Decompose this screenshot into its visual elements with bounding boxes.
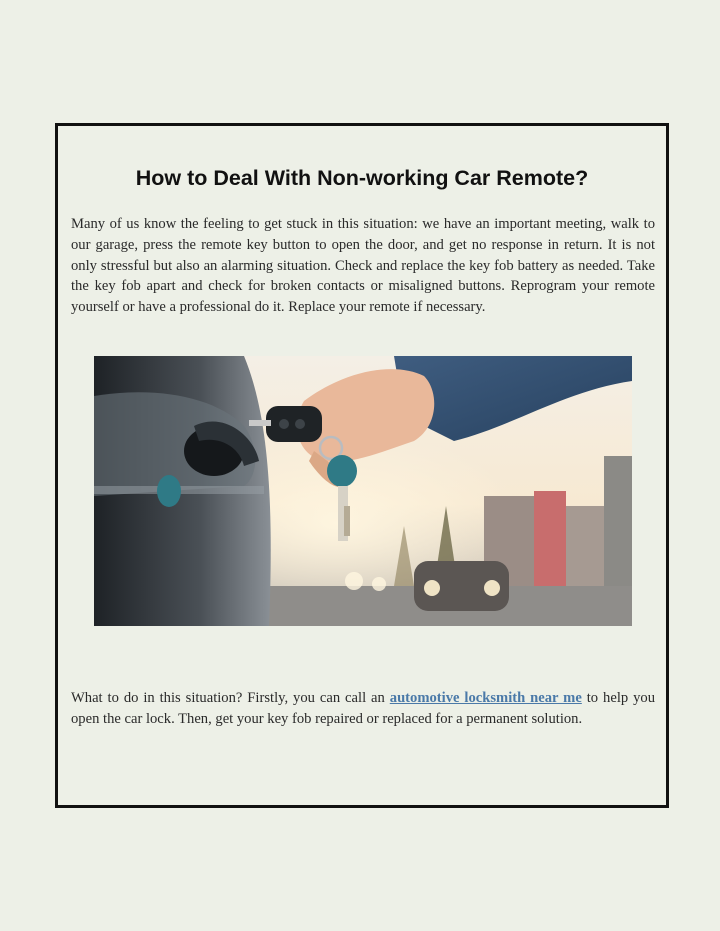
- locksmith-link[interactable]: automotive locksmith near me: [389, 690, 582, 706]
- page-frame: [55, 123, 669, 808]
- outro-text-before: What to do in this situation? Firstly, you can call an: [71, 690, 390, 706]
- outro-text-after: to help you open the car lock. Then, get your key fob repaired or replaced for a permanent solution.: [71, 690, 655, 727]
- intro-paragraph: Many of us know the feeling to get stuck in this situation: we have an important meeting, walk to our garage, press the remote key button to open the door, and get no response in return. It is not only stressful but also an alarming situation. Check and replace the key fob battery as needed. Take the key fob apart and check for broken contacts or misaligned buttons. Reprogram your remote yourself or have a professional do it. Replace your remote if necessary.: [71, 216, 655, 316]
- page-title: How to Deal With Non-working Car Remote?: [135, 166, 589, 190]
- car-key-photo: [94, 356, 632, 626]
- outro-paragraph: [71, 688, 655, 730]
